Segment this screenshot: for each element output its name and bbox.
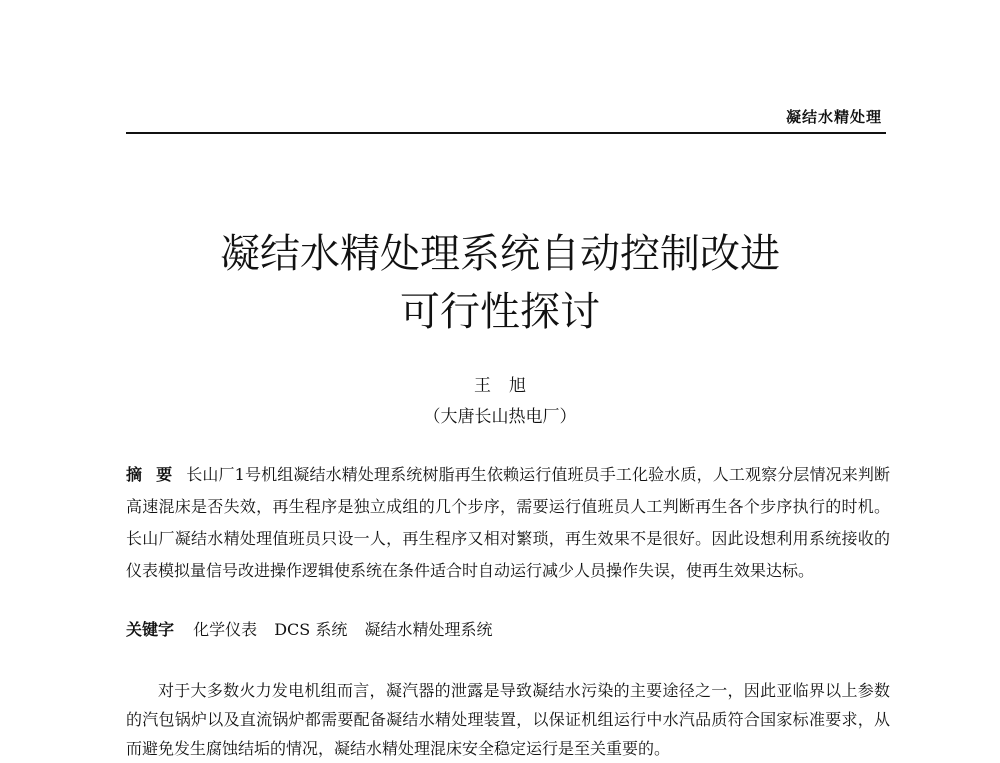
header-rule <box>126 132 886 134</box>
keywords-label: 关键字 <box>126 620 175 639</box>
keyword: DCS 系统 <box>274 620 348 639</box>
author: 王旭 <box>474 376 544 396</box>
abstract-label: 摘要 <box>126 465 187 484</box>
abstract-text: 长山厂1号机组凝结水精处理系统树脂再生依赖运行值班员手工化验水质，人工观察分层情况来判断高速混床是否失效，再生程序是独立成组的几个步序，需要运行值班员人工判断再生各个步序执行的时机。长山厂凝结水精处理值班员只设一人，再生程序又相对繁琐，再生效果不是很好。因此设想利用系统接收的仪表模拟量信号改进操作逻辑使系统在条件适合时自动运行减少人员操作失误，使再生效果达标。 <box>126 465 890 580</box>
keyword: 化学仪表 <box>193 620 258 639</box>
affiliation: （大唐长山热电厂） <box>423 407 577 427</box>
paper-title-line-2: 可行性探讨 <box>400 289 600 335</box>
body-paragraph: 对于大多数火力发电机组而言，凝汽器的泄露是导致凝结水污染的主要途径之一，因此亚临界以上参数的汽包锅炉以及直流锅炉都需要配备凝结水精处理装置，以保证机组运行中水汽品质符合国家标准要求，从而避免发生腐蚀结垢的情况，凝结水精处理混床安全稳定运行是至关重要的。 <box>126 681 890 758</box>
keywords <box>126 617 890 643</box>
paper-title-line-1: 凝结水精处理系统自动控制改进 <box>220 231 780 277</box>
keyword: 凝结水精处理系统 <box>364 620 493 639</box>
abstract <box>126 459 890 587</box>
running-head: 凝结水精处理 <box>785 108 882 126</box>
